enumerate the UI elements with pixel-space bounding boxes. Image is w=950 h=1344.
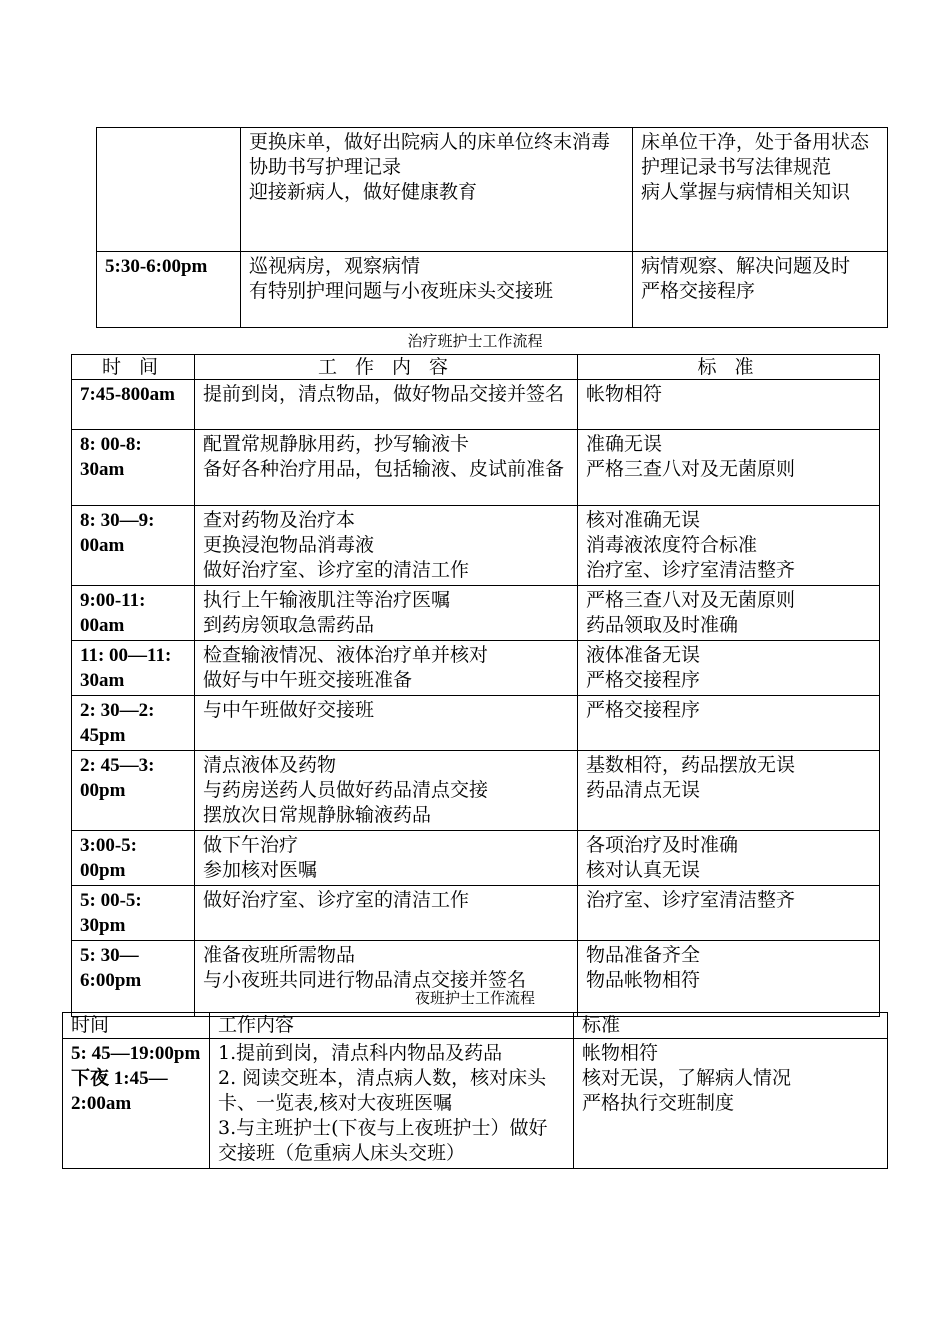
table-header-row	[72, 355, 880, 380]
table-row	[72, 506, 880, 586]
content-cell	[195, 506, 578, 586]
standard-line: 核对无误，了解病人情况	[582, 1067, 792, 1089]
content-line: 与药房送药人员做好药品清点交接	[203, 779, 489, 801]
time-cell: 5: 00-5: 30pm	[72, 886, 195, 941]
header-standard: 标 准	[578, 355, 880, 380]
time-cell: 5: 45—19:00pm 下夜 1:45—2:00am	[63, 1039, 210, 1169]
standard-cell	[578, 506, 880, 586]
content-cell	[195, 831, 578, 886]
content-line: 与小夜班共同进行物品清点交接并签名	[203, 969, 527, 991]
content-line: 到药房领取急需药品	[203, 614, 375, 636]
content-line: 做好与中午班交接班准备	[203, 669, 413, 691]
content-line: 检查输液情况、液体治疗单并核对	[203, 644, 489, 666]
standard-line: 治疗室、诊疗室清洁整齐	[586, 889, 796, 911]
content-line: 配置常规静脉用药，抄写输液卡	[203, 433, 470, 455]
content-line: 提前到岗，清点物品，做好物品交接并签名	[203, 383, 565, 405]
table-row	[97, 128, 888, 252]
standard-line: 病情观察、解决问题及时	[641, 255, 851, 277]
standard-cell	[633, 128, 888, 252]
standard-cell	[633, 252, 888, 328]
content-cell	[195, 696, 578, 751]
standard-line: 严格交接程序	[586, 669, 701, 691]
content-line: 查对药物及治疗本	[203, 509, 356, 531]
standard-cell	[578, 380, 880, 430]
content-cell	[241, 252, 633, 328]
content-line: 有特别护理问题与小夜班床头交接班	[249, 280, 554, 302]
content-cell	[195, 430, 578, 506]
table-continued	[96, 127, 888, 328]
standard-line: 核对准确无误	[586, 509, 701, 531]
table-row	[97, 252, 888, 328]
standard-line: 病人掌握与病情相关知识	[641, 181, 851, 203]
standard-line: 药品清点无误	[586, 779, 701, 801]
header-content: 工作内容	[210, 1013, 574, 1039]
content-cell	[210, 1039, 574, 1169]
standard-line: 严格执行交班制度	[582, 1092, 735, 1114]
time-cell: 5: 30—6:00pm	[72, 941, 195, 1017]
treatment-shift-table	[71, 354, 880, 1017]
standard-cell	[578, 886, 880, 941]
content-cell	[195, 641, 578, 696]
standard-line: 帐物相符	[586, 383, 663, 405]
standard-line: 核对认真无误	[586, 859, 701, 881]
time-cell: 8: 00-8: 30am	[72, 430, 195, 506]
standard-line: 严格三查八对及无菌原则	[586, 589, 796, 611]
content-cell	[195, 886, 578, 941]
content-line: 做下午治疗	[203, 834, 299, 856]
content-line: 1.提前到岗，清点科内物品及药品	[218, 1042, 503, 1064]
table-row	[72, 641, 880, 696]
content-line: 备好各种治疗用品，包括输液、皮试前准备	[203, 458, 565, 480]
standard-line: 准确无误	[586, 433, 663, 455]
header-content: 工 作 内 容	[195, 355, 578, 380]
time-cell: 2: 45—3: 00pm	[72, 751, 195, 831]
standard-cell	[574, 1039, 888, 1169]
content-line: 摆放次日常规静脉输液药品	[203, 804, 432, 826]
standard-cell	[578, 831, 880, 886]
standard-line: 各项治疗及时准确	[586, 834, 739, 856]
standard-line: 严格三查八对及无菌原则	[586, 458, 796, 480]
header-standard: 标准	[574, 1013, 888, 1039]
standard-line: 床单位干净，处于备用状态	[641, 131, 870, 153]
standard-line: 帐物相符	[582, 1042, 659, 1064]
standard-cell	[578, 586, 880, 641]
standard-line: 护理记录书写法律规范	[641, 156, 832, 178]
content-line: 与中午班做好交接班	[203, 699, 375, 721]
content-line: 协助书写护理记录	[249, 156, 402, 178]
standard-line: 基数相符，药品摆放无误	[586, 754, 796, 776]
table-header-row	[63, 1013, 888, 1039]
time-cell: 2: 30—2: 45pm	[72, 696, 195, 751]
standard-line: 严格交接程序	[586, 699, 701, 721]
table-row	[72, 430, 880, 506]
content-line: 2. 阅读交班本，清点病人数，核对床头卡、一览表,核对大夜班医嘱	[218, 1067, 547, 1114]
standard-line: 消毒液浓度符合标准	[586, 534, 758, 556]
content-line: 迎接新病人，做好健康教育	[249, 181, 478, 203]
content-line: 3.与主班护士(下夜与上夜班护士）做好交接班（危重病人床头交班）	[218, 1117, 548, 1164]
content-line: 更换浸泡物品消毒液	[203, 534, 375, 556]
standard-cell	[578, 696, 880, 751]
content-cell	[195, 586, 578, 641]
table-row	[72, 696, 880, 751]
time-cell: 7:45-800am	[72, 380, 195, 430]
content-line: 执行上午输液肌注等治疗医嘱	[203, 589, 451, 611]
time-cell: 3:00-5: 00pm	[72, 831, 195, 886]
content-line: 准备夜班所需物品	[203, 944, 356, 966]
standard-cell	[578, 751, 880, 831]
standard-cell	[578, 641, 880, 696]
standard-line: 液体准备无误	[586, 644, 701, 666]
header-time: 时间	[63, 1013, 210, 1039]
standard-line: 药品领取及时准确	[586, 614, 739, 636]
content-line: 更换床单，做好出院病人的床单位终末消毒	[249, 131, 611, 153]
content-line: 做好治疗室、诊疗室的清洁工作	[203, 889, 470, 911]
content-line: 做好治疗室、诊疗室的清洁工作	[203, 559, 470, 581]
table-row	[72, 831, 880, 886]
standard-line: 物品准备齐全	[586, 944, 701, 966]
standard-line: 治疗室、诊疗室清洁整齐	[586, 559, 796, 581]
time-cell: 8: 30—9: 00am	[72, 506, 195, 586]
table-row	[63, 1039, 888, 1169]
night-shift-caption: 夜班护士工作流程	[414, 991, 535, 1007]
table-row	[72, 886, 880, 941]
content-line: 巡视病房，观察病情	[249, 255, 421, 277]
table-row	[72, 380, 880, 430]
standard-line: 严格交接程序	[641, 280, 756, 302]
header-time: 时 间	[72, 355, 195, 380]
time-cell	[97, 128, 241, 252]
content-cell	[195, 751, 578, 831]
standard-line: 物品帐物相符	[586, 969, 701, 991]
time-cell: 5:30-6:00pm	[97, 252, 241, 328]
table-row	[72, 586, 880, 641]
time-cell: 11: 00—11: 30am	[72, 641, 195, 696]
standard-cell	[578, 430, 880, 506]
content-cell	[195, 380, 578, 430]
content-line: 参加核对医嘱	[203, 859, 318, 881]
time-cell: 9:00-11: 00am	[72, 586, 195, 641]
content-cell	[241, 128, 633, 252]
content-line: 清点液体及药物	[203, 754, 337, 776]
table-row	[72, 751, 880, 831]
night-shift-table	[62, 1012, 888, 1169]
treatment-shift-caption: 治疗班护士工作流程	[407, 334, 543, 350]
